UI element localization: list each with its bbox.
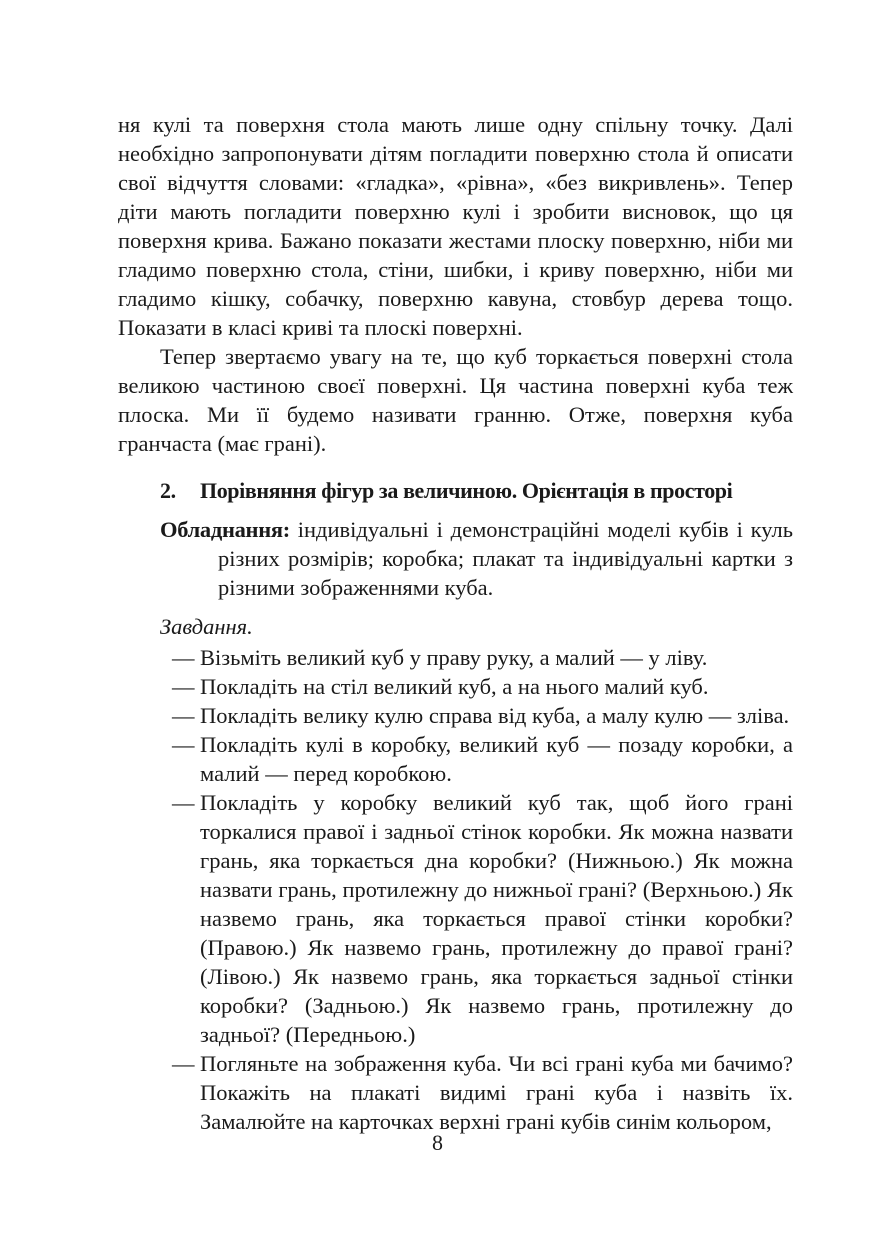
dash-bullet: — — [172, 645, 195, 670]
dash-bullet: — — [172, 1051, 195, 1076]
task-text: Покладіть кулі в коробку, великий куб — позаду коробки, а малий — перед коробкою. — [200, 732, 793, 786]
section-number: 2. — [160, 478, 176, 503]
task-text: Покладіть велику кулю справа від куба, а малу кулю — зліва. — [200, 703, 790, 728]
dash-bullet: — — [172, 732, 195, 757]
dash-bullet: — — [172, 790, 195, 815]
tasks-title: Завдання. — [160, 614, 253, 639]
page-body — [118, 110, 793, 1136]
list-item — [118, 730, 793, 788]
task-text: Покладіть у коробку великий куб так, щоб його грані торкалися правої і задньої стінок коробки. Як можна назвати грань, яка торкається дна коробки? (Нижньою.) Як можна назвати грань, протилежну до нижньої грані? (Верхньою.) Як назвемо грань, яка торкається правої стінки коробки? (Правою.) Як назвемо грань, протилежну до правої грані? (Лівою.) Як назвемо грань, яка торкається задньої стінки коробки? (Задньою.) Як назвемо грань, протилежну до задньої? (Передньою.) — [200, 790, 793, 1047]
task-text: Візьміть великий куб у праву руку, а малий — у ліву. — [200, 645, 708, 670]
task-list — [118, 643, 793, 1136]
equipment-label: Обладнання: — [160, 517, 290, 542]
list-item — [118, 788, 793, 1049]
list-item — [118, 672, 793, 701]
equipment-block — [118, 515, 793, 602]
page-number: 8 — [432, 1130, 443, 1155]
list-item — [118, 1049, 793, 1136]
paragraph-cube-face: Тепер звертаємо увагу на те, що куб торкається поверхні стола великою частиною своєї поверхні. Ця частина поверхні куба теж плоска. Ми її будемо називати гранню. Отже, поверхня куба гранчаста (має грані). — [118, 344, 793, 456]
dash-bullet: — — [172, 674, 195, 699]
section-heading — [118, 476, 793, 505]
list-item — [118, 643, 793, 672]
dash-bullet: — — [172, 703, 195, 728]
task-text: Покладіть на стіл великий куб, а на нього малий куб. — [200, 674, 709, 699]
equipment-text: індивідуальні і демонстраційні моделі кубів і куль різних розмірів; коробка; плакат та індивідуальні картки з різними зображеннями куба. — [218, 517, 793, 600]
task-text: Погляньте на зображення куба. Чи всі грані куба ми бачимо? Покажіть на плакаті видимі грані куба і назвіть їх. Замалюйте на карточках верхні грані кубів синім кольором, — [200, 1051, 793, 1134]
list-item — [118, 701, 793, 730]
paragraph-continuation: ня кулі та поверхня стола мають лише одну спільну точку. Далі необхідно запропонувати дітям погладити поверхню стола й описати свої відчуття словами: «гладка», «рівна», «без викривлень». Тепер діти мають погладити поверхню кулі і зробити висновок, що ця поверхня крива. Бажано показати жестами плоску поверхню, ніби ми гладимо поверхню стола, стіни, шибки, і криву поверхню, ніби ми гладимо кішку, собачку, поверхню кавуна, стовбур дерева тощо. Показати в класі криві та плоскі поверхні. — [118, 112, 793, 340]
section-title: Порівняння фігур за величиною. Орієнтація в просторі — [200, 478, 733, 503]
